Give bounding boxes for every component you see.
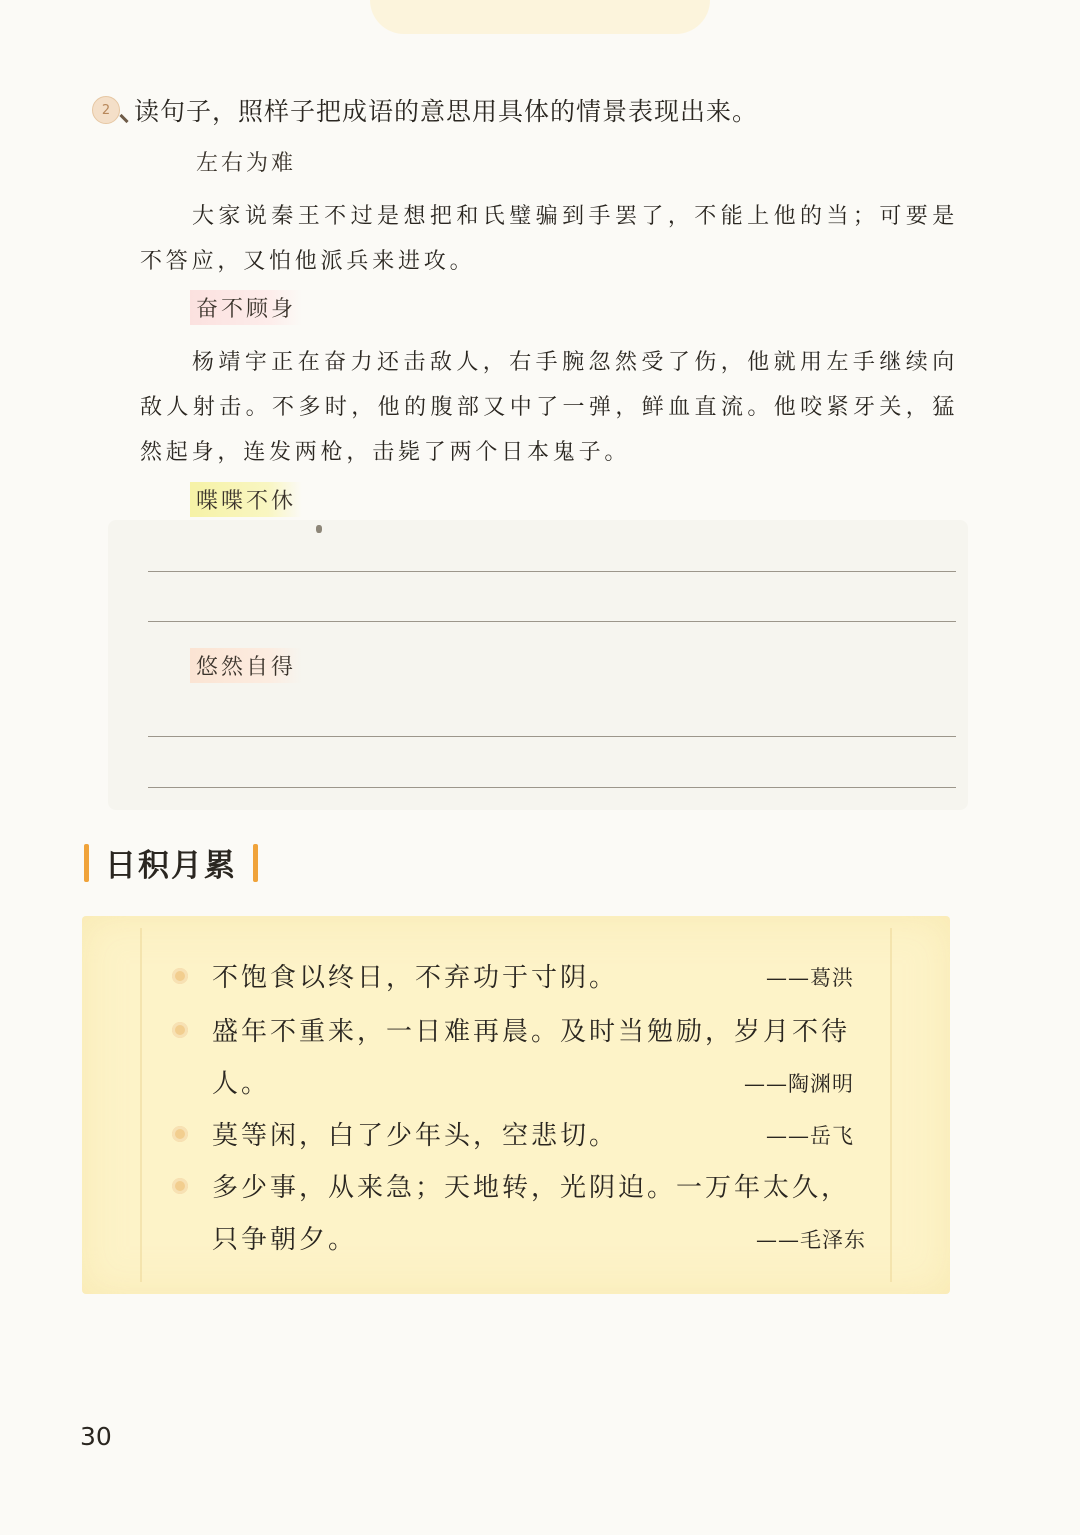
quote-item	[212, 1162, 866, 1266]
answer-line[interactable]	[148, 736, 956, 737]
bullet-icon	[172, 1022, 188, 1038]
quote-author: ——岳飞	[766, 1124, 854, 1148]
page-number: 30	[80, 1422, 112, 1451]
answer-line[interactable]	[148, 571, 956, 572]
quote-item	[212, 1110, 862, 1162]
quote-author: ——毛泽东	[756, 1228, 866, 1252]
practice-idiom-2: 悠然自得	[190, 648, 302, 683]
quote-text: 多少事，从来急；天地转，光阴迫。一万年太久，只争朝夕。	[212, 1173, 851, 1255]
exercise-number-badge	[92, 96, 120, 124]
example-paragraph-2: 杨靖宇正在奋力还击敌人，右手腕忽然受了伤，他就用左手继续向敌人射击。不多时，他的腹部又中了一弹，鲜血直流。他咬紧牙关，猛然起身，连发两枪，击毙了两个日本鬼子。	[140, 350, 958, 465]
example-idiom-1: 左右为难	[196, 151, 297, 176]
bullet-icon	[172, 968, 188, 984]
practice-idiom-1: 喋喋不休	[190, 482, 302, 517]
quote-item	[212, 1006, 852, 1110]
exercise-number: 2	[101, 102, 111, 118]
quote-author: ——葛洪	[766, 966, 854, 990]
answer-line[interactable]	[148, 621, 956, 622]
bullet-icon	[172, 1126, 188, 1142]
example-paragraph-1: 大家说秦王不过是想把和氏璧骗到手罢了，不能上他的当；可要是不答应，又怕他派兵来进攻。	[140, 204, 958, 274]
section-heading	[84, 840, 258, 885]
quote-author: ——陶渊明	[744, 1072, 854, 1096]
print-speck	[316, 525, 322, 533]
quote-item	[212, 952, 862, 1004]
section-bar-left	[84, 844, 89, 882]
answer-line[interactable]	[148, 787, 956, 788]
quote-text: 不饱食以终日，不弃功于寸阴。	[212, 963, 619, 993]
section-bar-right	[253, 844, 258, 882]
quote-text: 莫等闲，白了少年头，空悲切。	[212, 1121, 619, 1151]
bullet-icon	[172, 1178, 188, 1194]
section-title: 日积月累	[105, 848, 237, 884]
top-decoration	[370, 0, 710, 34]
instruction-text: 读句子，照样子把成语的意思用具体的情景表现出来。	[134, 97, 759, 126]
exercise-instruction	[92, 92, 758, 128]
pencil-icon	[119, 114, 128, 123]
example-idiom-2: 奋不顾身	[190, 290, 302, 325]
quote-text: 盛年不重来，一日难再晨。及时当勉励，岁月不待人。	[212, 1017, 851, 1099]
